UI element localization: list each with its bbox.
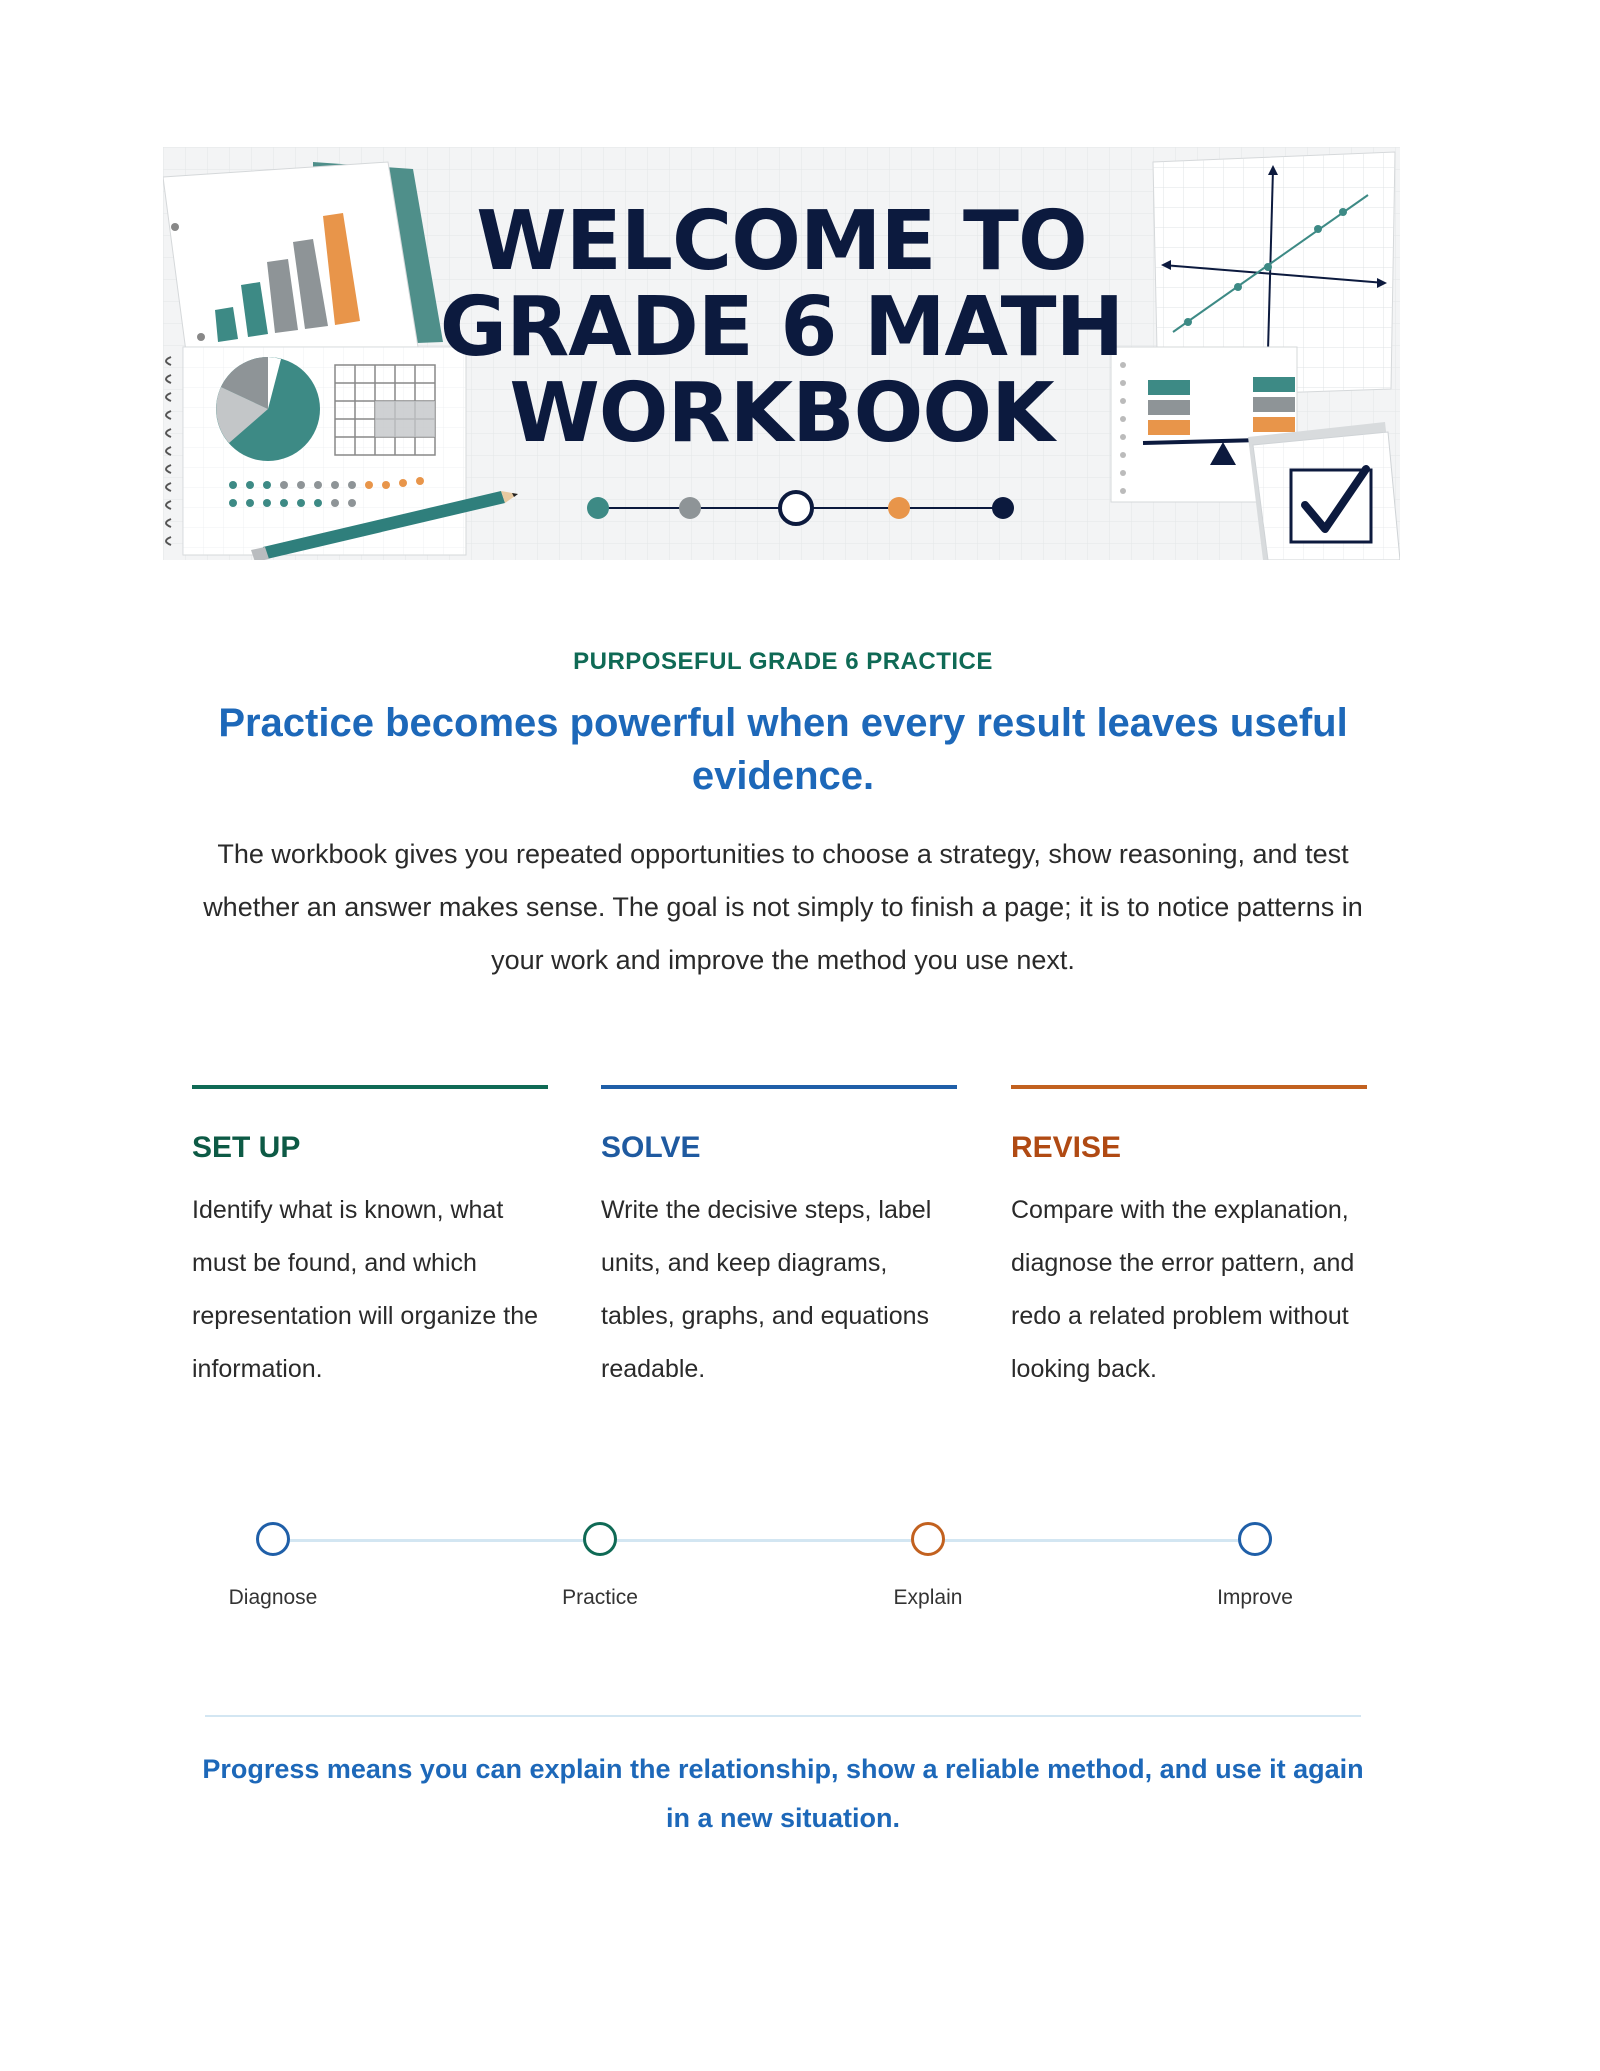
column-rule	[601, 1085, 957, 1089]
timeline-line	[273, 1539, 1255, 1542]
page-headline: Practice becomes powerful when every result leaves useful evidence.	[218, 701, 1348, 798]
column-rule	[192, 1085, 548, 1089]
eyebrow-label: PURPOSEFUL GRADE 6 PRACTICE	[573, 648, 993, 675]
timeline-node-diagnose	[256, 1522, 290, 1556]
timeline-label-practice: Practice	[562, 1586, 638, 1609]
banner-title-line-2: GRADE 6 MATH	[439, 280, 1124, 375]
timeline-node-improve	[1238, 1522, 1272, 1556]
column-title: REVISE	[1011, 1131, 1122, 1164]
section-divider	[205, 1715, 1361, 1717]
column-rule	[1011, 1085, 1367, 1089]
banner-title-line-1: WELCOME TO	[476, 194, 1087, 289]
step-column-solve	[601, 1085, 957, 1396]
column-text: Compare with the explanation, diagnose the error pattern, and redo a related problem without looking back.	[1011, 1196, 1355, 1383]
column-title: SOLVE	[601, 1131, 701, 1164]
closing-statement: Progress means you can explain the relationship, show a reliable method, and use it again in a new situation.	[202, 1754, 1364, 1833]
column-text: Identify what is known, what must be found, and which representation will organize the information.	[192, 1196, 539, 1383]
timeline-label-diagnose: Diagnose	[228, 1586, 318, 1609]
column-text: Write the decisive steps, label units, and keep diagrams, tables, graphs, and equations readable.	[601, 1196, 932, 1383]
intro-paragraph: The workbook gives you repeated opportunities to choose a strategy, show reasoning, and test whether an answer makes sense. The goal is not simply to finish a page; it is to notice patterns in your work and improve the method you use next.	[203, 839, 1363, 975]
timeline-label-explain: Explain	[893, 1586, 963, 1609]
timeline-node-practice	[583, 1522, 617, 1556]
step-column-set-up	[192, 1085, 548, 1396]
banner-title-line-3: WORKBOOK	[509, 366, 1054, 461]
timeline-label-improve: Improve	[1217, 1586, 1293, 1609]
step-column-revise	[1011, 1085, 1367, 1396]
hero-banner	[163, 147, 1400, 560]
timeline-node-explain	[911, 1522, 945, 1556]
column-title: SET UP	[192, 1131, 301, 1164]
banner-title	[163, 194, 1400, 461]
process-timeline	[0, 1510, 1600, 1620]
